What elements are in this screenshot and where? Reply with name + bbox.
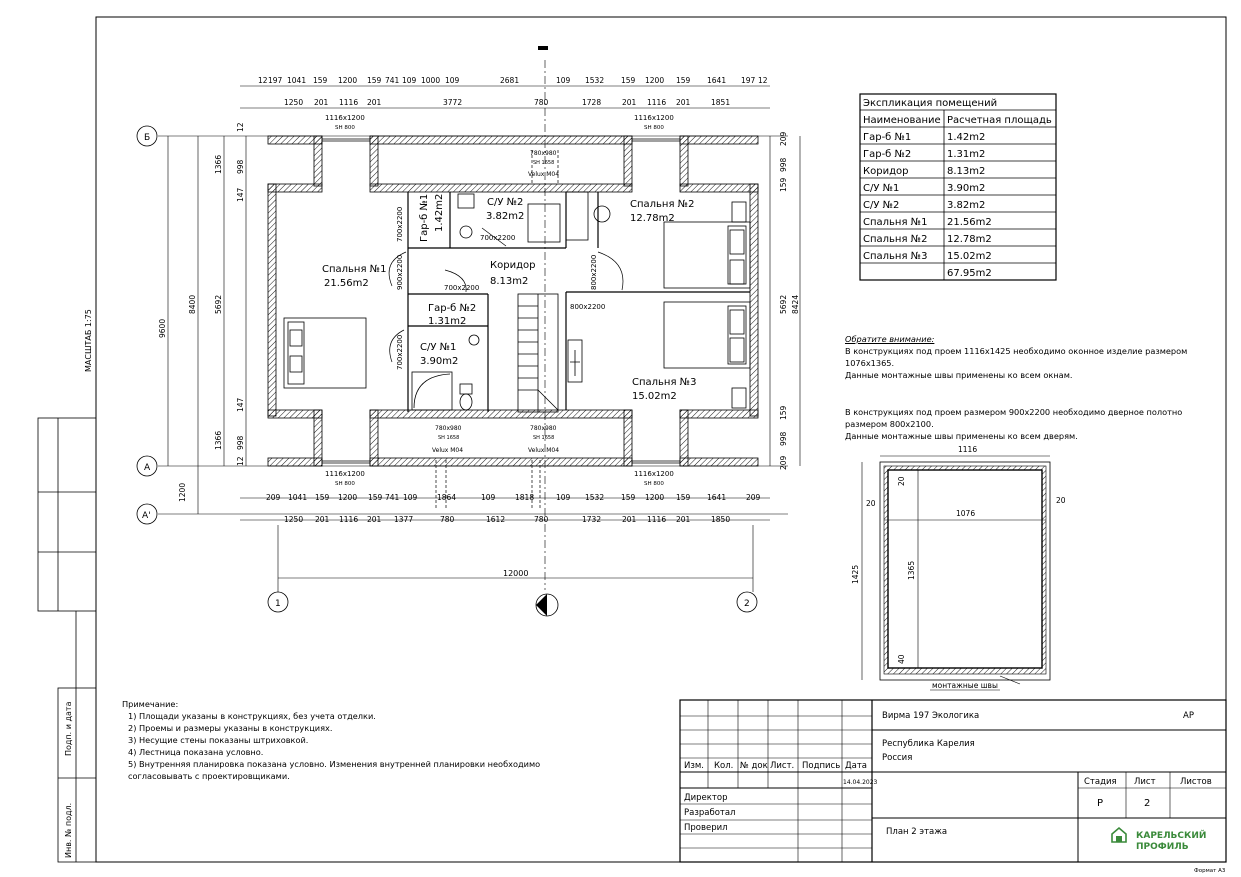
- axis-1-label: 1: [275, 599, 281, 609]
- attention-door-line-0: В конструкциях под проем размером 900х2200 необходимо дверное полотно: [845, 407, 1183, 417]
- dim-right-6: 998: [779, 431, 788, 446]
- dim-bot1-6: 109: [403, 493, 418, 502]
- velux-br-size: 780x980: [530, 425, 557, 432]
- attention-note-windows: [845, 333, 1187, 381]
- room-wardrobe1-name: Гар-б №1: [419, 193, 430, 242]
- dim-left-9: 147: [236, 187, 245, 202]
- win-label-tr: 1116x1200: [634, 114, 674, 122]
- dimension-lines: [168, 86, 800, 578]
- dim-top1-6: 741: [385, 76, 400, 85]
- dim-bot1-2: 159: [315, 493, 330, 502]
- dim-top1-16: 1641: [707, 76, 727, 85]
- explication-row-5-name: Спальня №1: [863, 217, 928, 228]
- door-label-2: 900x2200: [396, 254, 404, 290]
- dim-top1-3: 159: [313, 76, 328, 85]
- dim-top2-5: 780: [534, 98, 549, 107]
- explication-row-1-area: 1.31m2: [947, 149, 986, 160]
- dim-bot2-8: 1732: [582, 515, 602, 524]
- tb-code: АР: [1183, 711, 1194, 721]
- door-label-1: 700x2200: [396, 206, 404, 242]
- attention-title: Обратите внимание:: [845, 334, 935, 344]
- dim-top1-4: 1200: [338, 76, 358, 85]
- dim-bot1-11: 1532: [585, 493, 605, 502]
- dim-bot2-3: 201: [367, 515, 382, 524]
- room-bedroom1-name: Спальня №1: [322, 264, 387, 275]
- dim-top1-13: 159: [621, 76, 636, 85]
- tb-location2: Россия: [882, 753, 913, 763]
- room-bath2-name: С/У №2: [487, 197, 524, 208]
- tb-header-sign: Подпись: [802, 761, 841, 771]
- win-label-tl: 1116x1200: [325, 114, 365, 122]
- explication-row-1-name: Гар-б №2: [863, 149, 912, 160]
- notes-item-1: 2) Проемы и размеры указаны в конструкциях.: [128, 723, 333, 733]
- notes-item-5: согласовывать с проектировщиками.: [128, 771, 290, 781]
- tb-stage: Р: [1097, 798, 1104, 809]
- tb-date: 14.04.2023: [843, 779, 878, 786]
- velux-top-name: Velux M04: [528, 171, 560, 178]
- dim-bot1-16: 209: [746, 493, 761, 502]
- explication-row-2-area: 8.13m2: [947, 166, 986, 177]
- explication-row-0-name: Гар-б №1: [863, 132, 912, 143]
- door-label-7: 700x2200: [396, 334, 404, 370]
- dim-total: 12000: [503, 569, 529, 578]
- door-label-5: 800x2200: [590, 254, 598, 290]
- win-sub-br: SH 800: [644, 481, 664, 487]
- dim-right-3: 5692: [779, 294, 788, 314]
- side-inv-label: Инв. № подл.: [64, 802, 73, 858]
- notes-item-4: 5) Внутренняя планировка показана условно. Изменения внутренней планировки необходимо: [128, 759, 541, 769]
- explication-row-2-name: Коридор: [863, 166, 909, 177]
- win-label-bl: 1116x1200: [325, 470, 365, 478]
- dim-top1-10: 2681: [500, 76, 520, 85]
- explication-row-3-name: С/У №1: [863, 183, 900, 194]
- win-label-br: 1116x1200: [634, 470, 674, 478]
- explication-row-4-name: С/У №2: [863, 200, 900, 211]
- explication-title: Экспликация помещений: [863, 98, 998, 109]
- room-labels: [322, 194, 696, 402]
- explication-row-4-area: 3.82m2: [947, 200, 986, 211]
- dim-bot1-12: 159: [621, 493, 636, 502]
- dim-bot1-4: 159: [368, 493, 383, 502]
- wd-gap-left: 20: [866, 499, 876, 508]
- room-bedroom1-area: 21.56m2: [324, 278, 369, 289]
- axis-2-label: 2: [744, 599, 750, 609]
- dim-top2-4: 3772: [443, 98, 463, 107]
- window-detail: [862, 456, 1050, 684]
- logo-line2: ПРОФИЛЬ: [1136, 842, 1189, 852]
- tb-stage-label: Стадия: [1084, 777, 1117, 787]
- dim-right-0: 209: [779, 131, 788, 146]
- dim-text-right: [779, 131, 800, 470]
- tb-role-director: Директор: [684, 793, 728, 803]
- dim-left-8: 998: [236, 435, 245, 450]
- room-bedroom2-name: Спальня №2: [630, 199, 695, 210]
- dim-top2-7: 201: [622, 98, 637, 107]
- explication-header-name: Наименование: [863, 115, 941, 126]
- dim-top2-8: 1116: [647, 98, 667, 107]
- dim-right-1: 998: [779, 157, 788, 172]
- dim-bot1-5: 741: [385, 493, 400, 502]
- velux-bl-name: Velux M04: [432, 447, 464, 454]
- notes-item-2: 3) Несущие стены показаны штриховкой.: [128, 735, 309, 745]
- velux-bl-sh: SH 1658: [438, 435, 460, 441]
- room-corridor-name: Коридор: [490, 260, 536, 271]
- velux-top-size: 780x980: [530, 150, 557, 157]
- dim-top2-10: 1851: [711, 98, 731, 107]
- wd-height-outer: 1425: [851, 564, 860, 584]
- room-bath1-area: 3.90m2: [420, 356, 459, 367]
- door-label-4: 700x2200: [444, 284, 480, 292]
- wd-width-outer: 1116: [958, 445, 978, 454]
- attention-line-0: В конструкциях под проем 1116х1425 необходимо оконное изделие размером: [845, 346, 1188, 356]
- dim-bot2-0: 1250: [284, 515, 304, 524]
- wd-height-inner: 1365: [907, 560, 916, 580]
- dim-bot2-11: 201: [676, 515, 691, 524]
- dim-bot1-1: 1041: [288, 493, 308, 502]
- side-sign-date-label: Подп. и дата: [64, 701, 73, 756]
- dim-bot1-15: 1641: [707, 493, 727, 502]
- dim-bot2-5: 780: [440, 515, 455, 524]
- dim-top1-11: 109: [556, 76, 571, 85]
- velux-bl-size: 780x980: [435, 425, 462, 432]
- room-bath2-area: 3.82m2: [486, 211, 525, 222]
- tb-project: Вирма 197 Экологика: [882, 711, 980, 721]
- dim-bot2-2: 1116: [339, 515, 359, 524]
- attention-door-line-2: Данные монтажные швы применены ко всем дверям.: [845, 431, 1078, 441]
- dim-top1-0: 12: [258, 76, 268, 85]
- velux-br-sh: SH 1658: [533, 435, 555, 441]
- notes-title: Примечание:: [122, 699, 179, 709]
- explication-row-6-area: 12.78m2: [947, 234, 992, 245]
- notes-item-0: 1) Площади указаны в конструкциях, без учета отделки.: [128, 711, 376, 721]
- velux-top-sh: SH 1658: [533, 160, 555, 166]
- logo-line1: КАРЕЛЬСКИЙ: [1136, 831, 1207, 841]
- dim-bot1-0: 209: [266, 493, 281, 502]
- win-sub-tl: SH 800: [335, 125, 355, 131]
- dim-bot2-9: 201: [622, 515, 637, 524]
- explication-row-5-area: 21.56m2: [947, 217, 992, 228]
- wd-width-inner: 1076: [956, 509, 976, 518]
- room-bath1-name: С/У №1: [420, 342, 457, 353]
- dim-top1-18: 12: [758, 76, 768, 85]
- dim-top1-5: 159: [367, 76, 382, 85]
- explication-header-area: Расчетная площадь: [947, 115, 1052, 126]
- room-corridor-area: 8.13m2: [490, 276, 529, 287]
- tb-header-list: Лист.: [770, 761, 795, 771]
- room-bedroom3-name: Спальня №3: [632, 377, 697, 388]
- dim-right-7: 209: [779, 455, 788, 470]
- velux-br-name: Velux M04: [528, 447, 560, 454]
- explication-row-total: 67.95m2: [947, 268, 992, 279]
- dim-left-7: 1366: [214, 430, 223, 450]
- tb-role-checker: Проверил: [684, 823, 728, 833]
- wd-gap-bottom: 40: [897, 654, 906, 664]
- dim-bot1-10: 109: [556, 493, 571, 502]
- tb-header-date: Дата: [845, 761, 868, 771]
- scale-label: МАСШТАБ 1:75: [84, 309, 93, 372]
- tb-header-doc: № док: [740, 761, 768, 771]
- dim-bot2-12: 1850: [711, 515, 731, 524]
- dim-top1-15: 159: [676, 76, 691, 85]
- wd-seam-label: монтажные швы: [932, 681, 998, 690]
- room-wardrobe2-area: 1.31m2: [428, 316, 467, 327]
- notes-item-3: 4) Лестница показана условно.: [128, 747, 264, 757]
- dim-top1-14: 1200: [645, 76, 665, 85]
- tb-sheets-label: Листов: [1180, 777, 1212, 787]
- dim-left-3: 1366: [214, 154, 223, 174]
- dim-top1-17: 197: [741, 76, 756, 85]
- room-wardrobe1-area: 1.42m2: [434, 193, 445, 232]
- dim-left-6: 12: [236, 456, 245, 466]
- attention-note-doors: [845, 406, 1182, 442]
- dim-left-0: 9600: [158, 318, 167, 338]
- tb-header-izm: Изм.: [684, 761, 704, 771]
- explication-row-7-area: 15.02m2: [947, 251, 992, 262]
- dim-top2-0: 1250: [284, 98, 304, 107]
- dim-left-2: 5692: [214, 294, 223, 314]
- room-wardrobe2-name: Гар-б №2: [428, 303, 477, 314]
- tb-location1: Республика Карелия: [882, 739, 975, 749]
- dim-top2-6: 1728: [582, 98, 602, 107]
- tb-header-kol: Кол.: [714, 761, 734, 771]
- explication-row-7-name: Спальня №3: [863, 251, 928, 262]
- dim-right-2: 159: [779, 177, 788, 192]
- dim-bot1-14: 159: [676, 493, 691, 502]
- room-bedroom2-area: 12.78m2: [630, 213, 675, 224]
- door-label-3: 700x2200: [480, 234, 516, 242]
- attention-line-2: Данные монтажные швы применены ко всем окнам.: [845, 370, 1073, 380]
- dim-bot1-8: 109: [481, 493, 496, 502]
- dim-bot2-7: 780: [534, 515, 549, 524]
- dim-top2-1: 201: [314, 98, 329, 107]
- axis-b-label: Б: [144, 133, 151, 143]
- dim-bot1-9: 1818: [515, 493, 535, 502]
- general-notes: [122, 698, 540, 782]
- dim-top1-2: 1041: [287, 76, 307, 85]
- dim-left-11: 1200: [178, 482, 187, 502]
- dim-bot1-7: 1864: [437, 493, 457, 502]
- win-sub-tr: SH 800: [644, 125, 664, 131]
- dim-text-top: [258, 76, 768, 107]
- company-logo: [1112, 828, 1206, 852]
- tb-role-developer: Разработал: [684, 808, 736, 818]
- tb-sheet-label: Лист: [1134, 777, 1156, 787]
- dim-bot2-10: 1116: [647, 515, 667, 524]
- tb-sheet-title: План 2 этажа: [886, 827, 948, 837]
- dim-bot1-13: 1200: [645, 493, 665, 502]
- staircase: [518, 294, 558, 412]
- dim-left-1: 8400: [188, 294, 197, 314]
- tb-sheet: 2: [1144, 798, 1151, 809]
- win-sub-bl: SH 800: [335, 481, 355, 487]
- axis-a-prime-label: А': [142, 511, 151, 521]
- dim-top2-3: 201: [367, 98, 382, 107]
- dim-top2-9: 201: [676, 98, 691, 107]
- axis-a-label: А: [144, 463, 151, 473]
- dim-top1-9: 109: [445, 76, 460, 85]
- explication-row-3-area: 3.90m2: [947, 183, 986, 194]
- dim-bot2-4: 1377: [394, 515, 414, 524]
- dim-text-bottom: [266, 493, 761, 578]
- door-label-6: 800x2200: [570, 303, 606, 311]
- dim-left-5: 12: [236, 122, 245, 132]
- dim-bot2-1: 201: [315, 515, 330, 524]
- tb-format: Формат А3: [1194, 868, 1226, 874]
- dim-top1-7: 109: [402, 76, 417, 85]
- bearing-walls: [268, 136, 758, 466]
- dim-left-10: 147: [236, 397, 245, 412]
- attention-line-1: 1076х1365.: [845, 358, 895, 368]
- side-stamp: [38, 418, 96, 862]
- wd-gap-right: 20: [1056, 496, 1066, 505]
- dim-top2-2: 1116: [339, 98, 359, 107]
- dim-top1-1: 197: [268, 76, 283, 85]
- wd-gap-top: 20: [897, 476, 906, 486]
- dim-text-left: [158, 122, 245, 502]
- dim-bot1-3: 1200: [338, 493, 358, 502]
- dim-top1-12: 1532: [585, 76, 605, 85]
- section-mark-top: [538, 46, 548, 50]
- dim-bot2-6: 1612: [486, 515, 506, 524]
- attention-door-line-1: размером 800х2100.: [845, 419, 934, 429]
- room-bedroom3-area: 15.02m2: [632, 391, 677, 402]
- dim-right-5: 159: [779, 405, 788, 420]
- dim-top1-8: 1000: [421, 76, 441, 85]
- desk: [566, 192, 610, 382]
- dim-right-4: 8424: [791, 294, 800, 314]
- explication-row-0-area: 1.42m2: [947, 132, 986, 143]
- explication-text: [863, 98, 1052, 279]
- dim-left-4: 998: [236, 159, 245, 174]
- explication-row-6-name: Спальня №2: [863, 234, 928, 245]
